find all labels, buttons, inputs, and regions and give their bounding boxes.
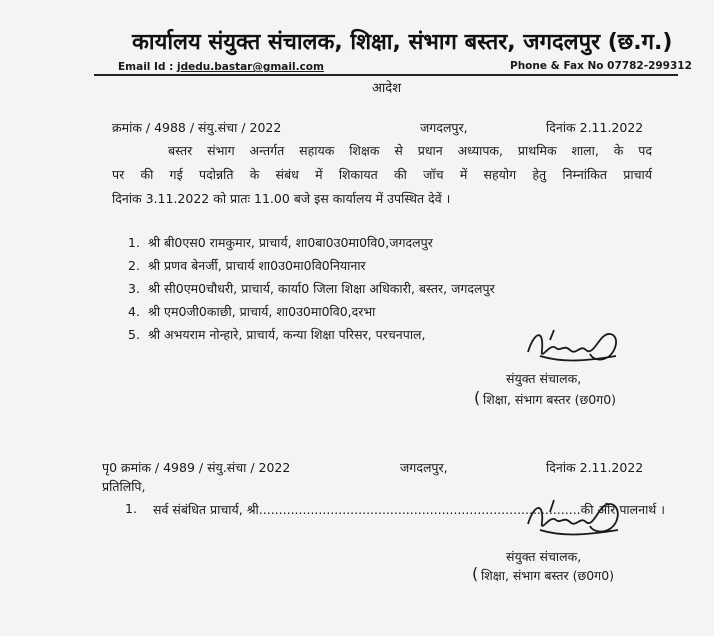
signatory-title: संयुक्त संचालक, <box>506 371 582 386</box>
signature-mark <box>518 494 630 546</box>
copy-item-number: 1. <box>125 501 137 516</box>
header-divider <box>94 74 678 76</box>
list-item: 1. श्री बी0एस0 रामकुमार, प्राचार्य, शा0बा0उ0मा0वि0,जगदलपुर <box>128 235 433 250</box>
signatory-department: शिक्षा, संभाग बस्तर (छ0ग0) <box>481 568 615 583</box>
office-title: कार्यालय संयुक्त संचालक, शिक्षा, संभाग बस्तर, जगदलपुर (छ.ग.) <box>132 30 673 55</box>
signatory-title: संयुक्त संचालक, <box>506 549 582 564</box>
order-reference: क्रमांक / 4988 / संयु.संचा / 2022 <box>112 120 282 135</box>
signatory-department: शिक्षा, संभाग बस्तर (छ0ग0) <box>483 392 617 407</box>
order-body-line-2: पर की गई पदोन्नति के संबंध में शिकायत की जॉच में सहयोग हेतु निम्नांकित प्राचार्य <box>112 167 652 182</box>
phone-fax: Phone & Fax No 07782-299312 <box>510 60 692 72</box>
order-date: दिनांक 2.11.2022 <box>546 120 644 135</box>
copy-label: प्रतिलिपि, <box>102 479 146 494</box>
email-address: jdedu.bastar@gmail.com <box>177 61 324 73</box>
list-item: 4. श्री एम0जी0काछी, प्राचार्य, शा0उ0मा0वि0,दरभा <box>128 304 376 319</box>
copy-place: जगदलपुर, <box>400 460 448 475</box>
bracket-mark: ( <box>472 564 479 583</box>
email-line <box>118 61 324 73</box>
list-item: 5. श्री अभयराम नोन्हारे, प्राचार्य, कन्या शिक्षा परिसर, परचनपाल, <box>128 327 426 342</box>
list-item: 2. श्री प्रणव बेनर्जी, प्राचार्य शा0उ0मा0वि0नियानार <box>128 258 366 273</box>
order-body-line-1: बस्तर संभाग अन्तर्गत सहायक शिक्षक से प्रधान अध्यापक, प्राथमिक शाला, के पद <box>168 143 652 158</box>
copy-date: दिनांक 2.11.2022 <box>546 460 644 475</box>
email-label: Email Id : <box>118 61 177 73</box>
order-place: जगदलपुर, <box>420 120 468 135</box>
list-item: 3. श्री सी0एम0चौधरी, प्राचार्य, कार्या0 जिला शिक्षा अधिकारी, बस्तर, जगदलपुर <box>128 281 495 296</box>
copy-item-text: सर्व संबंधित प्राचार्य, श्री.................................................................................की ओर पालनार्थ । <box>153 502 666 517</box>
copy-reference: पृ0 क्रमांक / 4989 / संयु.संचा / 2022 <box>102 460 291 475</box>
order-body-line-3: दिनांक 3.11.2022 को प्रातः 11.00 बजे इस कार्यालय में उपस्थित देवें । <box>112 191 451 206</box>
signature-mark <box>520 322 630 374</box>
order-heading: आदेश <box>372 81 402 96</box>
bracket-mark: ( <box>474 388 481 407</box>
